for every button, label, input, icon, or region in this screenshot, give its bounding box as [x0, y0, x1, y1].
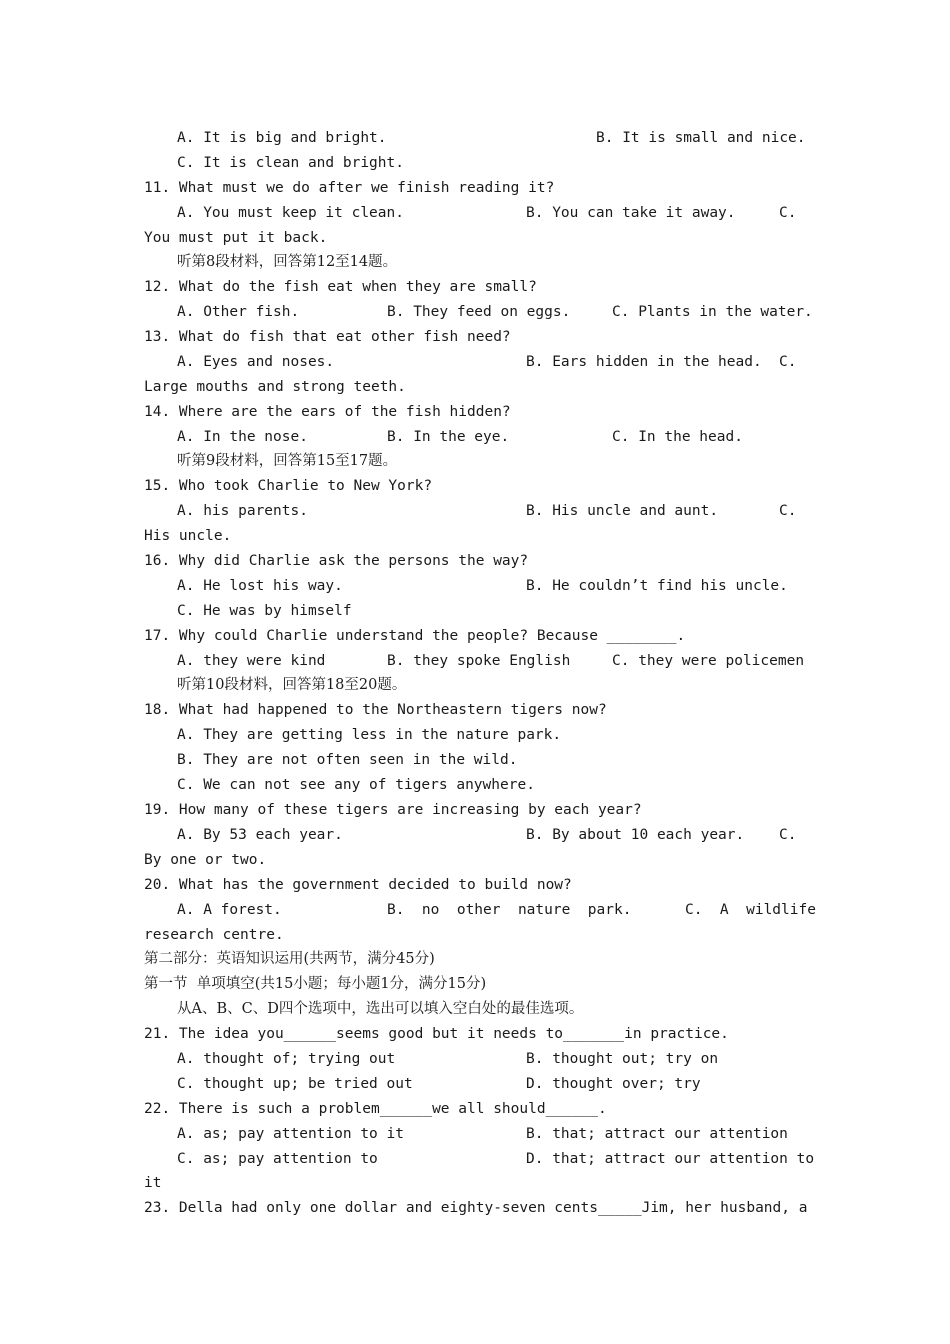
text-line: 18. What had happened to the Northeastern tigers now? [144, 702, 607, 718]
answer-option: B. no other nature park. [387, 902, 632, 918]
text-line: A. You must keep it clean. [177, 205, 404, 221]
text-line: A. They are getting less in the nature park. [177, 727, 562, 743]
text-line: C. thought up; be tried out [177, 1076, 413, 1092]
text-line: 从A、B、C、D四个选项中，选出可以填入空白处的最佳选项。 [177, 1001, 584, 1017]
answer-option: B. thought out; try on [526, 1051, 719, 1067]
text-line: 15. Who took Charlie to New York? [144, 478, 433, 494]
text-line: 第一节 单项填空(共15小题；每小题1分，满分15分) [144, 976, 487, 992]
answer-option: B. In the eye. [387, 429, 510, 445]
text-line: 听第10段材料，回答第18至20题。 [177, 677, 407, 693]
answer-option: C. Plants in the water. [612, 304, 813, 320]
text-line: 19. How many of these tigers are increasing by each year? [144, 802, 642, 818]
text-line: 第二部分：英语知识运用(共两节，满分45分) [144, 951, 435, 967]
text-line: C. It is clean and bright. [177, 155, 404, 171]
answer-option: B. His uncle and aunt. [526, 503, 719, 519]
answer-option: B. Ears hidden in the head. [526, 354, 762, 370]
answer-option: C. [779, 354, 797, 370]
text-line: 听第9段材料，回答第15至17题。 [177, 453, 398, 469]
answer-option: B. You can take it away. [526, 205, 736, 221]
answer-option: C. A wildlife [685, 902, 816, 918]
answer-option: C. they were policemen [612, 653, 805, 669]
text-line: A. thought of; trying out [177, 1051, 396, 1067]
text-line: 16. Why did Charlie ask the persons the way? [144, 553, 529, 569]
text-line: 13. What do fish that eat other fish need? [144, 329, 511, 345]
text-line: Large mouths and strong teeth. [144, 379, 406, 395]
answer-option: B. They feed on eggs. [387, 304, 571, 320]
answer-option: D. thought over; try [526, 1076, 701, 1092]
text-line: You must put it back. [144, 230, 328, 246]
text-line: A. In the nose. [177, 429, 308, 445]
text-line: By one or two. [144, 852, 267, 868]
text-line: 22. There is such a problem______we all should______. [144, 1101, 607, 1117]
text-line: research centre. [144, 927, 284, 943]
answer-option: C. [779, 827, 797, 843]
answer-option: C. [779, 205, 797, 221]
answer-option: B. By about 10 each year. [526, 827, 745, 843]
answer-option: B. He couldn’t find his uncle. [526, 578, 788, 594]
text-line: A. It is big and bright. [177, 130, 387, 146]
text-line: 听第8段材料，回答第12至14题。 [177, 254, 398, 270]
text-line: 23. Della had only one dollar and eighty-seven cents_____Jim, her husband, a [144, 1200, 808, 1216]
text-line: B. They are not often seen in the wild. [177, 752, 518, 768]
answer-option: C. In the head. [612, 429, 743, 445]
answer-option: B. they spoke English [387, 653, 571, 669]
text-line: A. He lost his way. [177, 578, 343, 594]
text-line: C. as; pay attention to [177, 1151, 378, 1167]
text-line: it [144, 1175, 162, 1191]
text-line: C. He was by himself [177, 603, 352, 619]
text-line: 11. What must we do after we finish reading it? [144, 180, 555, 196]
text-line: His uncle. [144, 528, 232, 544]
answer-option: B. It is small and nice. [596, 130, 806, 146]
answer-option: B. that; attract our attention [526, 1126, 788, 1142]
text-line: A. they were kind [177, 653, 326, 669]
text-line: 20. What has the government decided to build now? [144, 877, 572, 893]
text-line: A. as; pay attention to it [177, 1126, 404, 1142]
text-line: A. A forest. [177, 902, 282, 918]
answer-option: D. that; attract our attention to [526, 1151, 815, 1167]
text-line: A. By 53 each year. [177, 827, 343, 843]
text-line: A. Other fish. [177, 304, 300, 320]
text-line: 21. The idea you______seems good but it needs to_______in practice. [144, 1026, 729, 1042]
answer-option: C. [779, 503, 797, 519]
text-line: C. We can not see any of tigers anywhere. [177, 777, 535, 793]
text-line: A. his parents. [177, 503, 308, 519]
text-line: A. Eyes and noses. [177, 354, 335, 370]
text-line: 14. Where are the ears of the fish hidden? [144, 404, 511, 420]
text-line: 17. Why could Charlie understand the people? Because ________. [144, 628, 686, 644]
text-line: 12. What do the fish eat when they are small? [144, 279, 537, 295]
